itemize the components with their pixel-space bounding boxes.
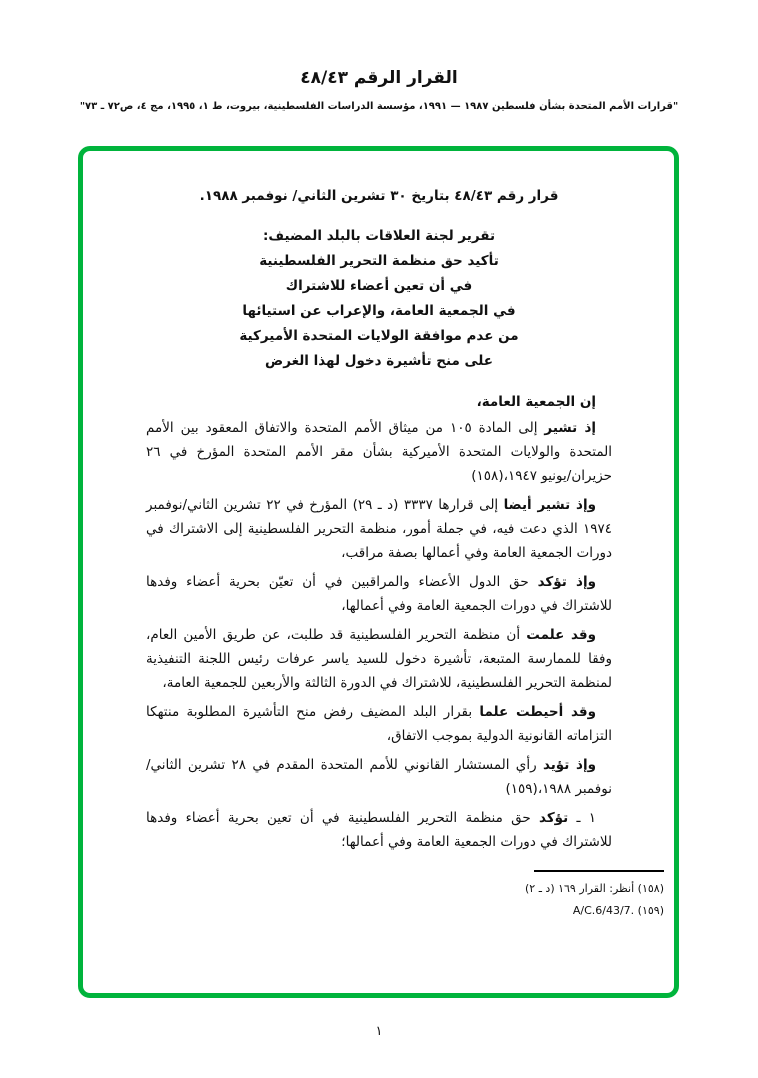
paragraph-lead: وإذ تؤكد (537, 574, 596, 590)
document-title-line: تأكيد حق منظمة التحرير الفلسطينية (259, 253, 499, 269)
paragraph-lead: وقد علمت (526, 627, 597, 643)
footnote (146, 878, 664, 900)
paragraph-lead: وإذ تؤيد (542, 757, 596, 773)
footnote-number: (١٥٨) (637, 882, 664, 895)
paragraph-number: ١ ـ (568, 810, 596, 826)
footnote-text: أنظر: القرار ١٦٩ (د ـ ٢) (524, 882, 635, 895)
footnote (146, 900, 664, 922)
page-number: ١ (375, 1024, 383, 1039)
paragraph (146, 753, 612, 801)
paragraph-lead: إذ تشير (544, 420, 597, 436)
footnote-text: A/C.6/43/7. (572, 904, 635, 917)
footnote-rule (534, 870, 664, 872)
footnotes (146, 870, 664, 922)
paragraph-text: إلى قرارها ٣٣٣٧ (د ـ ٢٩) المؤرخ في ٢٢ تشرين الثاني/نوفمبر ١٩٧٤ الذي دعت فيه، في جملة أمور، منظمة التحرير الفلسطينية إلى الاشتراك في دورات الجمعية العامة وفي أعمالها بصفة مراقب، (146, 497, 612, 561)
paragraph (146, 570, 612, 618)
document-title-line: من عدم موافقة الولايات المتحدة الأميركية (239, 328, 519, 344)
paragraph-text: حق الدول الأعضاء والمراقبين في أن تعيّن بحرية أعضاء وفدها للاشتراك في دورات الجمعية العامة وفي أعمالها، (146, 574, 612, 614)
resolution-title: القرار الرقم ٤٨/٤٣ (300, 68, 458, 88)
paragraph (146, 623, 612, 695)
paragraph-text: رأي المستشار القانوني للأمم المتحدة المقدم في ٢٨ تشرين الثاني/نوفمبر ١٩٨٨،(١٥٩) (146, 757, 612, 797)
footnote-number: (١٥٩) (637, 904, 664, 917)
paragraph-lead: تؤكد (539, 810, 569, 826)
paragraph (146, 700, 612, 748)
paragraph-text: إلى المادة ١٠٥ من ميثاق الأمم المتحدة والاتفاق المعقود بين الأمم المتحدة والولايات المتحدة الأميركية بشأن مقر الأمم المتحدة المؤرخ في ٢٦ حزيران/يونيو ١٩٤٧،(١٥٨) (146, 420, 612, 484)
paragraph-text: حق منظمة التحرير الفلسطينية في أن تعين بحرية أعضاء وفدها للاشتراك في دورات الجمعية العامة وفي أعمالها؛ (146, 810, 612, 850)
document-body (146, 184, 664, 922)
document-title-line: تقرير لجنة العلاقات بالبلد المضيف: (262, 228, 496, 244)
paragraph-lead: وقد أحيطت علما (479, 704, 596, 720)
paragraph (146, 416, 612, 488)
source-citation: "قرارات الأمم المتحدة بشأن فلسطين ١٩٨٧ — ١٩٩١، مؤسسة الدراسات الفلسطينية، بيروت، ط ١، ١٩٩٥، مج ٤، ص٧٢ ـ ٧٣" (79, 101, 679, 112)
resolution-heading: قرار رقم ٤٨/٤٣ بتاريخ ٣٠ تشرين الثاني/ نوفمبر ١٩٨٨. (199, 188, 559, 204)
document-title-line: في أن تعين أعضاء للاشتراك (285, 278, 473, 294)
paragraph (146, 493, 612, 565)
page-header (0, 68, 758, 112)
paragraph-text: أن منظمة التحرير الفلسطينية قد طلبت، عن طريق الأمين العام، وفقا للممارسة المتبعة، تأشيرة دخول للسيد ياسر عرفات رئيس اللجنة التنفيذية لمنظمة التحرير الفلسطينية، للاشتراك في الدورة الثالثة والأربعين للجمعية العامة، (146, 627, 612, 691)
paragraph-text: بقرار البلد المضيف رفض منح التأشيرة المطلوبة منتهكا التزاماته القانونية الدولية بموجب الاتفاق، (146, 704, 612, 744)
document-title-line: على منح تأشيرة دخول لهذا الغرض (265, 353, 493, 369)
document-title (146, 224, 612, 374)
paragraph-lead: وإذ تشير أيضا (503, 497, 596, 513)
opening-line: إن الجمعية العامة، (476, 394, 596, 410)
paragraph-numbered (146, 806, 612, 854)
document-title-line: في الجمعية العامة، والإعراب عن استيائها (242, 303, 516, 319)
